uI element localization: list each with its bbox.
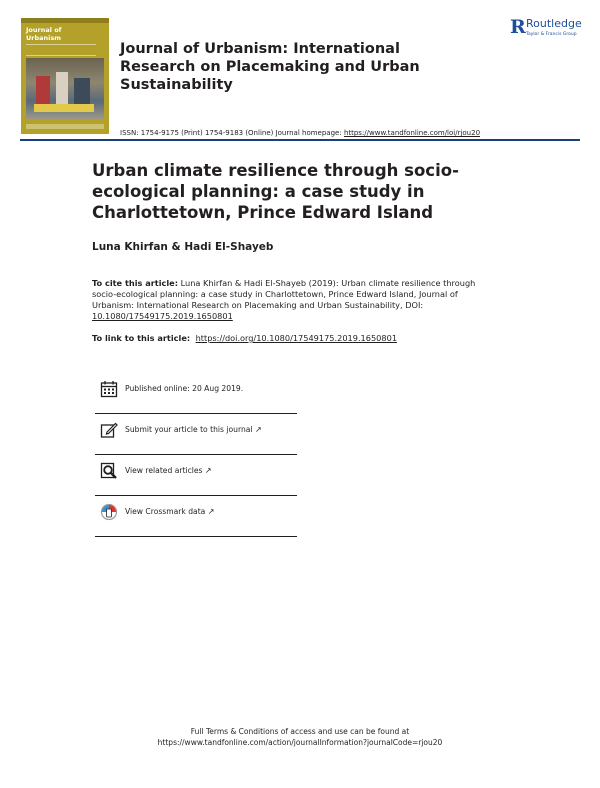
article-doi-link[interactable]: https://doi.org/10.1080/17549175.2019.1650801 — [195, 333, 398, 343]
crossmark-label: View Crossmark data ↗ — [125, 507, 215, 516]
cover-subtitle-band — [26, 44, 96, 56]
external-link-icon: ↗ — [254, 425, 262, 434]
external-link-icon: ↗ — [204, 466, 212, 475]
citation-text: Luna Khirfan & Hadi El-Shayeb (2019): Urban climate resilience through socio-ecological planning: a case study in Charlottetown, Prince Edward Island, Journal of Urbanism: International Research on Placemaking and Urban Sustainability, DOI: — [92, 278, 476, 310]
article-authors: Luna Khirfan & Hadi El-Shayeb — [92, 241, 274, 253]
journal-cover-thumbnail — [21, 18, 109, 134]
related-articles-label: View related articles ↗ — [125, 466, 212, 475]
terms-footer — [100, 726, 500, 748]
cover-footer-band — [26, 124, 104, 129]
pencil-edit-icon — [100, 421, 118, 439]
issn-text: ISSN: 1754-9175 (Print) 1754-9183 (Online) Journal homepage: — [120, 129, 344, 137]
journal-title[interactable]: Journal of Urbanism: International Research on Placemaking and Urban Sustainability — [120, 41, 420, 93]
external-link-icon: ↗ — [207, 507, 215, 516]
citation-block — [92, 278, 492, 322]
crossmark-icon — [100, 503, 118, 521]
routledge-r-icon: R — [510, 16, 526, 38]
published-online-label: Published online: 20 Aug 2019. — [125, 384, 244, 393]
citation-doi-link[interactable]: 10.1080/17549175.2019.1650801 — [92, 311, 233, 321]
cover-top-strip — [21, 18, 109, 23]
journal-homepage-link[interactable]: https://www.tandfonline.com/loi/rjou20 — [343, 129, 481, 137]
footer-line-1: Full Terms & Conditions of access and use can be found at — [190, 727, 410, 736]
issn-line — [120, 129, 480, 138]
cover-photo — [26, 58, 104, 120]
cover-title: Journal of Urbanism — [26, 26, 62, 42]
submit-article-label: Submit your article to this journal ↗ — [125, 425, 262, 434]
submit-article-row[interactable] — [95, 414, 297, 455]
citation-label: To cite this article: — [92, 278, 178, 288]
calendar-icon — [100, 380, 118, 398]
header-divider — [20, 139, 580, 141]
article-title: Urban climate resilience through socio-ecological planning: a case study in Charlottetown, Prince Edward Island — [92, 161, 459, 222]
publisher-logo[interactable] — [510, 17, 590, 47]
link-label: To link to this article: — [92, 333, 193, 343]
related-articles-row[interactable] — [95, 455, 297, 496]
publisher-name: Routledge — [526, 17, 582, 30]
article-link-line — [92, 333, 397, 344]
magnifier-icon — [100, 462, 118, 480]
published-online-row — [95, 373, 297, 414]
footer-terms-link[interactable]: https://www.tandfonline.com/action/journalInformation?journalCode=rjou20 — [157, 738, 443, 747]
publisher-tagline: Taylor & Francis Group — [526, 32, 577, 37]
crossmark-row[interactable] — [95, 496, 297, 537]
